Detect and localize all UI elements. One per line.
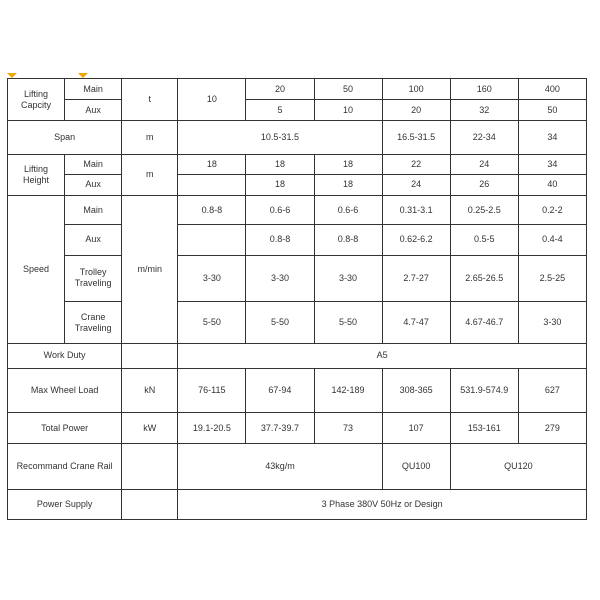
sub-label: Trolley Traveling (65, 255, 122, 301)
table-cell: 4.7-47 (382, 301, 450, 343)
table-cell: 32 (450, 100, 518, 121)
table-row (8, 412, 587, 443)
unit-cell: kN (122, 368, 178, 412)
sub-label: Crane Traveling (65, 301, 122, 343)
row-label: Recommand Crane Rail (8, 444, 122, 489)
table-row (8, 444, 587, 489)
table-row (8, 368, 587, 412)
table-cell: 50 (518, 100, 586, 121)
table-row (8, 196, 587, 225)
table-cell: 0.5-5 (450, 225, 518, 255)
table-cell: 18 (178, 154, 246, 174)
table-cell: A5 (178, 344, 587, 368)
table-cell: QU100 (382, 444, 450, 489)
unit-cell: m (122, 121, 178, 154)
table-cell: 2.5-25 (518, 255, 586, 301)
table-cell: 3 Phase 380V 50Hz or Design (178, 489, 587, 519)
unit-cell: m (122, 154, 178, 195)
sub-label: Main (65, 79, 122, 100)
table-cell: 20 (382, 100, 450, 121)
table-cell: 0.25-2.5 (450, 196, 518, 225)
sub-label: Aux (65, 100, 122, 121)
table-cell: 67-94 (246, 368, 314, 412)
table-cell: 18 (314, 174, 382, 195)
crane-spec-table (7, 78, 587, 520)
table-cell (178, 225, 246, 255)
table-cell (178, 174, 246, 195)
table-cell: 10 (178, 79, 246, 121)
row-label: Power Supply (8, 489, 122, 519)
table-cell: 76-115 (178, 368, 246, 412)
unit-cell (122, 344, 178, 368)
table-cell: 22 (382, 154, 450, 174)
table-cell: 16.5-31.5 (382, 121, 450, 154)
table-cell: 0.62-6.2 (382, 225, 450, 255)
table-cell: 19.1-20.5 (178, 412, 246, 443)
unit-cell (122, 444, 178, 489)
sub-label: Aux (65, 225, 122, 255)
table-cell: 34 (518, 154, 586, 174)
unit-cell (122, 489, 178, 519)
table-cell: 22-34 (450, 121, 518, 154)
table-cell: 0.8-8 (314, 225, 382, 255)
table-cell: 73 (314, 412, 382, 443)
table-cell: 3-30 (314, 255, 382, 301)
table-cell: 10.5-31.5 (178, 121, 382, 154)
unit-cell: kW (122, 412, 178, 443)
table-cell: 531.9-574.9 (450, 368, 518, 412)
table-cell: 0.8-8 (246, 225, 314, 255)
unit-cell: t (122, 79, 178, 121)
row-label: Total Power (8, 412, 122, 443)
table-cell: 2.7-27 (382, 255, 450, 301)
table-cell: 2.65-26.5 (450, 255, 518, 301)
sub-label: Main (65, 154, 122, 174)
table-cell: 308-365 (382, 368, 450, 412)
table-cell: 0.31-3.1 (382, 196, 450, 225)
table-cell: 107 (382, 412, 450, 443)
table-cell: 34 (518, 121, 586, 154)
table-row (8, 154, 587, 174)
table-cell: 24 (382, 174, 450, 195)
table-cell: 18 (246, 174, 314, 195)
table-cell: 26 (450, 174, 518, 195)
table-cell: 142-189 (314, 368, 382, 412)
table-cell: 18 (314, 154, 382, 174)
table-row (8, 121, 587, 154)
table-row (8, 174, 587, 195)
table-cell: 40 (518, 174, 586, 195)
table-cell: 3-30 (246, 255, 314, 301)
row-label: Span (8, 121, 122, 154)
table-cell: 10 (314, 100, 382, 121)
table-cell: 400 (518, 79, 586, 100)
row-label: Speed (8, 196, 65, 344)
table-cell: QU120 (450, 444, 586, 489)
table-cell: 5-50 (178, 301, 246, 343)
table-row (8, 344, 587, 368)
table-cell: 3-30 (518, 301, 586, 343)
sub-label: Main (65, 196, 122, 225)
table-cell: 0.8-8 (178, 196, 246, 225)
row-label: Work Duty (8, 344, 122, 368)
table-cell: 279 (518, 412, 586, 443)
table-cell: 0.6-6 (246, 196, 314, 225)
table-cell: 5-50 (314, 301, 382, 343)
unit-cell: m/min (122, 196, 178, 344)
table-cell: 20 (246, 79, 314, 100)
row-label: Lifting Height (8, 154, 65, 195)
table-cell: 18 (246, 154, 314, 174)
table-cell: 24 (450, 154, 518, 174)
table-row (8, 79, 587, 100)
sub-label: Aux (65, 174, 122, 195)
table-cell: 160 (450, 79, 518, 100)
table-row (8, 225, 587, 255)
table-cell: 0.6-6 (314, 196, 382, 225)
row-label: Max Wheel Load (8, 368, 122, 412)
table-row (8, 100, 587, 121)
table-cell: 3-30 (178, 255, 246, 301)
table-cell: 0.2-2 (518, 196, 586, 225)
table-row (8, 489, 587, 519)
table-row (8, 255, 587, 301)
table-cell: 153-161 (450, 412, 518, 443)
table-cell: 0.4-4 (518, 225, 586, 255)
table-cell: 50 (314, 79, 382, 100)
table-cell: 627 (518, 368, 586, 412)
table-cell: 43kg/m (178, 444, 382, 489)
table-row (8, 301, 587, 343)
table-cell: 37.7-39.7 (246, 412, 314, 443)
table-cell: 100 (382, 79, 450, 100)
table-cell: 4.67-46.7 (450, 301, 518, 343)
table-cell: 5 (246, 100, 314, 121)
table-cell: 5-50 (246, 301, 314, 343)
row-label: Lifting Capcity (8, 79, 65, 121)
